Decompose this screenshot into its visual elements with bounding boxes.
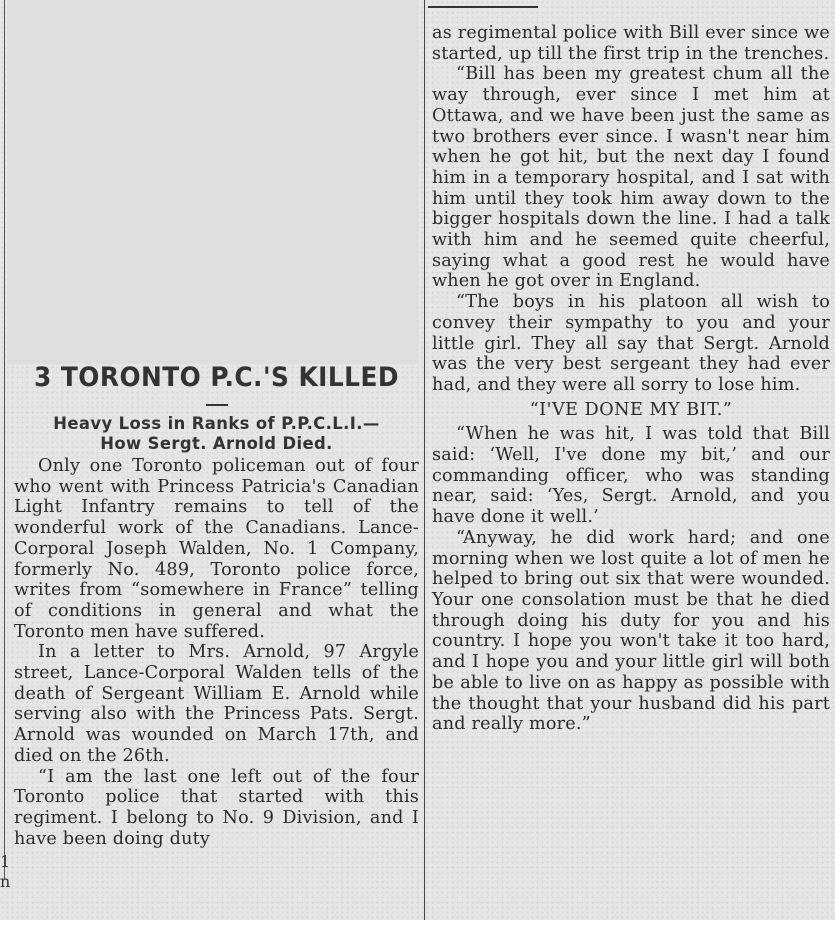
article-headline: 3 TORONTO P.C.'S KILLED — [34, 362, 399, 393]
column-divider-rule — [424, 0, 425, 920]
paragraph: “When he was hit, I was told that Bill said: ‘Well, I've done my bit,’ and our commanding officer, who was standing near, said: ‘Yes, Sergt. Arnold, and you have done it well.’ — [432, 424, 830, 528]
page-bottom-margin — [0, 920, 835, 927]
right-column-body — [432, 23, 830, 735]
top-section-rule — [428, 6, 538, 8]
section-crosshead: “I'VE DONE MY BIT.” — [529, 399, 733, 420]
margin-fragment: n — [0, 872, 11, 891]
margin-fragment: 1 — [0, 852, 11, 871]
paragraph: “Bill has been my greatest chum all the way through, ever since I met him at Ottawa, and we have been just the same as two brothers ever since. I wasn't near him when he got hit, but the next day I found him in a temporary hospital, and I sat with him until they took him away down to the bigger hospitals down the line. I had a talk with him and he seemed quite cheerful, saying what a good rest he would have when he got over in England. — [432, 64, 830, 292]
left-column-rule — [4, 0, 5, 880]
paragraph: “Anyway, he did work hard; and one morning when we lost quite a lot of men he helped to bring out six that were wounded. Your one consolation must be that he died through doing his duty for you and his country. I hope you won't take it too hard, and I hope you and your little girl will both be able to live on as happy as possible with the thought that your husband did his part and really more.” — [432, 527, 830, 735]
headline-dash-divider — [206, 404, 228, 406]
paragraph: “I am the last one left out of the four Toronto police that started with this regiment. I belong to No. 9 Division, and I have been doing duty — [14, 766, 419, 849]
redacted-image-area — [7, 0, 418, 364]
paragraph: Only one Toronto policeman out of four who went with Princess Patricia's Canadian Light Infantry remains to tell of the wonderful work of the Canadians. Lance-Corporal Joseph Walden, No. 1 Company, formerly No. 489, Toronto police force, writes from “somewhere in France” telling of conditions in general and what the Toronto men have suffered. — [14, 456, 419, 642]
paragraph: In a letter to Mrs. Arnold, 97 Argyle street, Lance-Corporal Walden tells of the death of Sergeant William E. Arnold while serving also with the Princess Pats. Sergt. Arnold was wounded on March 17th, and died on the 26th. — [14, 642, 419, 766]
left-column-body — [14, 456, 419, 849]
paragraph: “The boys in his platoon all wish to convey their sympathy to you and your little girl. They all say that Sergt. Arnold was the very best sergeant they had ever had, and they were all sorry to lose him. — [432, 292, 830, 395]
paragraph: as regimental police with Bill ever since we started, up till the first trip in the trenches. — [432, 23, 830, 64]
subheadline-line-1: Heavy Loss in Ranks of P.P.C.L.I.— — [53, 414, 380, 433]
subheadline-line-2: How Sergt. Arnold Died. — [100, 434, 333, 453]
article-subheadline — [14, 414, 419, 454]
